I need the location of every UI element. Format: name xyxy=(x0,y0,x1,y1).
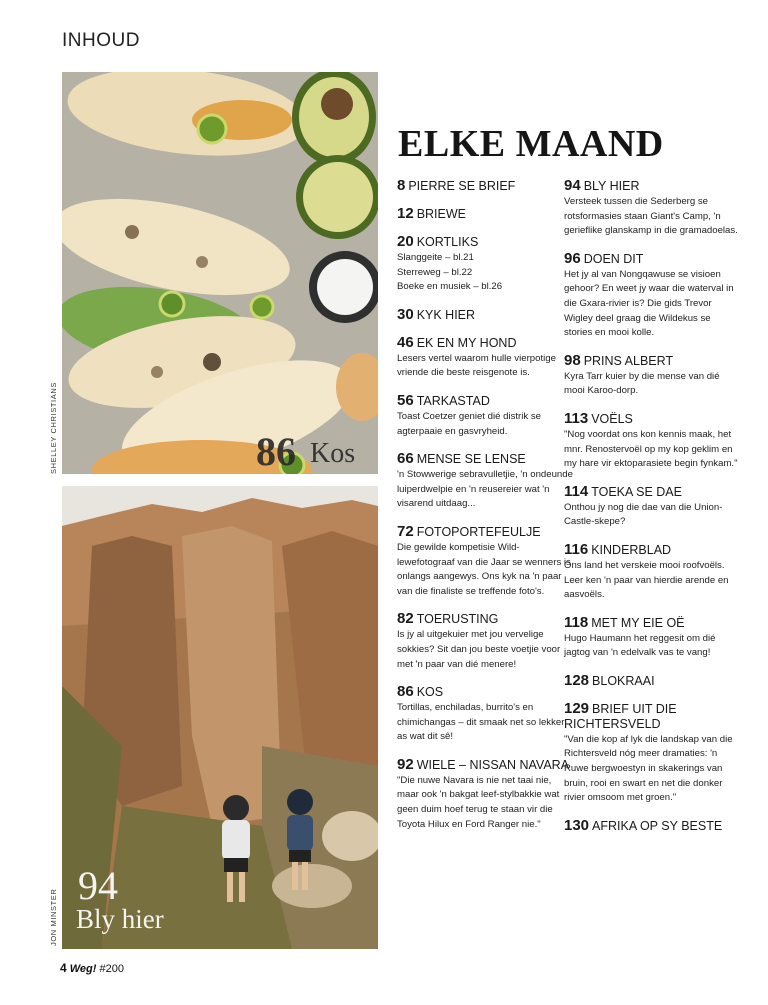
toc-title: FOTOPORTEFEULJE xyxy=(416,524,541,539)
page-number: 4 xyxy=(60,961,67,975)
photo-credit: SHELLEY CHRISTIANS xyxy=(49,382,58,474)
page-footer xyxy=(60,961,124,975)
toc-entry[interactable] xyxy=(397,335,573,381)
toc-entry-heading xyxy=(397,757,573,773)
toc-title: MET MY EIE OË xyxy=(591,615,685,630)
toc-entry-heading xyxy=(564,701,740,732)
toc-title: TOEKA SE DAE xyxy=(591,484,682,499)
tacos-illustration xyxy=(62,72,378,474)
toc-entry-heading xyxy=(564,484,740,500)
toc-entry[interactable] xyxy=(397,757,573,832)
toc-page-number: 8 xyxy=(397,177,406,194)
toc-entry[interactable] xyxy=(564,615,740,661)
toc-page-number: 66 xyxy=(397,450,414,468)
toc-page-number: 116 xyxy=(564,540,589,558)
toc-entry-heading xyxy=(397,451,573,467)
toc-page-number: 20 xyxy=(397,233,414,250)
toc-page-number: 114 xyxy=(564,482,589,500)
toc-entry[interactable] xyxy=(397,234,573,295)
toc-entry[interactable] xyxy=(397,684,573,745)
toc-description: "Die nuwe Navara is nie net taai nie, maar ook 'n bakgat leef-stylbakkie wat geen duim hoef terug te staan vir die Toyota Hilux en Ford Ranger nie." xyxy=(397,774,560,830)
photo-caption-title: Bly hier xyxy=(76,904,164,934)
toc-title: KOS xyxy=(416,685,444,700)
photo-caption-number: 94 xyxy=(78,863,118,908)
section-label: INHOUD xyxy=(62,30,140,51)
toc-entry-heading xyxy=(564,542,740,558)
landscape-photo xyxy=(62,486,378,949)
toc-title: TOERUSTING xyxy=(416,612,499,627)
toc-title: BRIEF UIT DIE RICHTERSVELD xyxy=(564,701,677,731)
toc-title: EK EN MY HOND xyxy=(416,335,517,350)
toc-description: "Van die kop af lyk die landskap van die Richtersveld nóg meer dramaties: 'n Ruwe bergwoestyn in skakerings van bruin, rooi en swart en net die donker rivier omsoom met groen." xyxy=(564,733,733,804)
toc-entry-heading xyxy=(397,307,573,323)
toc-entry[interactable] xyxy=(564,818,740,834)
toc-title: TARKASTAD xyxy=(416,393,490,408)
toc-page-number: 129 xyxy=(564,699,590,717)
toc-entry-heading xyxy=(564,251,740,267)
toc-description: Ons land het verskeie mooi roofvoëls. Leer ken 'n paar van hierdie arende en aasvoëls. xyxy=(564,559,729,601)
toc-title: BLOKRAAI xyxy=(592,673,655,688)
toc-page-number: 98 xyxy=(564,351,581,369)
toc-page-number: 30 xyxy=(397,305,414,323)
toc-page-number: 46 xyxy=(397,333,414,351)
toc-entry[interactable] xyxy=(564,251,740,341)
toc-entry[interactable] xyxy=(564,484,740,530)
toc-entry-heading xyxy=(564,353,740,369)
toc-description: Is jy al uitgekuier met jou vervelige sokkies? Sit dan jou beste voetjie voor met 'n paar van dié menere! xyxy=(397,629,561,670)
toc-page-number: 94 xyxy=(564,177,581,194)
toc-page-number: 113 xyxy=(564,409,589,427)
toc-entry-heading xyxy=(564,178,740,194)
toc-entry-heading xyxy=(397,335,573,351)
toc-entry[interactable] xyxy=(397,206,573,222)
toc-page-number: 12 xyxy=(397,205,414,222)
toc-entry-heading xyxy=(397,524,573,540)
toc-title: MENSE SE LENSE xyxy=(416,452,526,467)
toc-title: AFRIKA OP SY BESTE xyxy=(592,818,723,833)
toc-page-number: 130 xyxy=(564,816,590,834)
toc-description: "Nog voordat ons kon kennis maak, het mnr. Renostervoël op my kop geklim en my hare vir ektoparasiete begin fynkam." xyxy=(564,428,738,470)
toc-entry-heading xyxy=(397,393,573,409)
toc-title: BLY HIER xyxy=(583,179,640,193)
toc-title: KINDERBLAD xyxy=(591,542,672,557)
toc-entry[interactable] xyxy=(397,393,573,439)
toc-title: KORTLIKS xyxy=(416,235,479,249)
toc-page-number: 56 xyxy=(397,391,414,409)
toc-description: Tortillas, enchiladas, burrito's en chimichangas – dit smaak net so lekker as wat dit sê! xyxy=(397,702,565,743)
toc-title: PIERRE SE BRIEF xyxy=(408,179,516,193)
toc-description: Die gewilde kompetisie Wild-lewefotograaf van die Jaar se wenners is onlangs aangewys. Ons kyk na 'n paar van die finaliste se treffende foto's. xyxy=(397,541,571,597)
contents-right-column xyxy=(564,178,740,846)
toc-title: DOEN DIT xyxy=(583,251,644,266)
toc-description: Versteek tussen die Sederberg se rotsformasies staan Giant's Camp, 'n gerieflike glanskamp in die gramadoelas. xyxy=(564,196,738,237)
toc-entry-heading xyxy=(397,234,573,250)
toc-entry[interactable] xyxy=(397,307,573,323)
toc-title: BRIEWE xyxy=(416,207,466,221)
toc-description: Onthou jy nog die dae van die Union-Castle-skepe? xyxy=(564,501,723,528)
photo-caption-title: Kos xyxy=(310,438,356,469)
toc-entry[interactable] xyxy=(397,178,573,194)
toc-description: Hugo Haumann het reggesit om dié jagtog van 'n edelvalk vas te vang! xyxy=(564,632,716,659)
toc-entry[interactable] xyxy=(564,178,740,239)
toc-description: 'n Stowwerige sebravulletjie, 'n ondeunde luiperdwelpie en 'n reusereier wat 'n visarend uitdaag... xyxy=(397,469,573,510)
toc-entry[interactable] xyxy=(397,611,573,672)
toc-page-number: 86 xyxy=(397,683,414,701)
toc-entry-heading xyxy=(397,684,573,700)
toc-page-number: 82 xyxy=(397,610,414,628)
toc-entry-heading xyxy=(397,206,573,222)
toc-entry-heading xyxy=(564,673,740,689)
magazine-name: Weg! xyxy=(69,963,97,975)
toc-title: KYK HIER xyxy=(416,307,476,322)
photo-caption-number: 86 xyxy=(256,429,296,474)
toc-entry-heading xyxy=(564,615,740,631)
toc-entry[interactable] xyxy=(564,411,740,472)
photo-credit: JON MINSTER xyxy=(49,888,58,946)
toc-title: WIELE – NISSAN NAVARA xyxy=(416,757,570,772)
toc-description: Het jy al van Nongqawuse se visioen gehoor? En weet jy waar die waterval in die Gxara-rivier is? Die gids Trevor Wigley deel graag die Wildekus se stories en mooi kolle. xyxy=(564,268,734,339)
toc-entry[interactable] xyxy=(564,353,740,399)
toc-entry[interactable] xyxy=(397,524,573,599)
toc-page-number: 92 xyxy=(397,755,414,773)
food-photo xyxy=(62,72,378,474)
toc-title: PRINS ALBERT xyxy=(583,353,674,368)
toc-entry[interactable] xyxy=(564,542,740,603)
toc-page-number: 118 xyxy=(564,613,589,631)
toc-entry-heading xyxy=(564,411,740,427)
toc-entry-heading xyxy=(397,178,573,194)
toc-page-number: 128 xyxy=(564,671,590,689)
toc-page-number: 96 xyxy=(564,249,581,267)
toc-description: Kyra Tarr kuier by die mense van dié mooi Karoo-dorp. xyxy=(564,370,720,397)
contents-left-column xyxy=(397,178,573,844)
toc-title: VOËLS xyxy=(591,411,633,426)
toc-entry-heading xyxy=(397,611,573,627)
toc-page-number: 72 xyxy=(397,522,414,540)
toc-description: Toast Coetzer geniet dié distrik se agterpaaie en gasvryheid. xyxy=(397,410,541,437)
toc-entry[interactable] xyxy=(397,451,573,512)
page-title: ELKE MAAND xyxy=(398,123,664,165)
toc-description: Lesers vertel waarom hulle vierpotige vriende die beste reisgenote is. xyxy=(397,352,556,379)
toc-entry[interactable] xyxy=(564,701,740,806)
toc-entry[interactable] xyxy=(564,673,740,689)
issue-number: #200 xyxy=(99,963,124,975)
toc-entry-heading xyxy=(564,818,740,834)
toc-description: Slanggeite – bl.21 Sterreweg – bl.22 Boeke en musiek – bl.26 xyxy=(397,252,503,293)
